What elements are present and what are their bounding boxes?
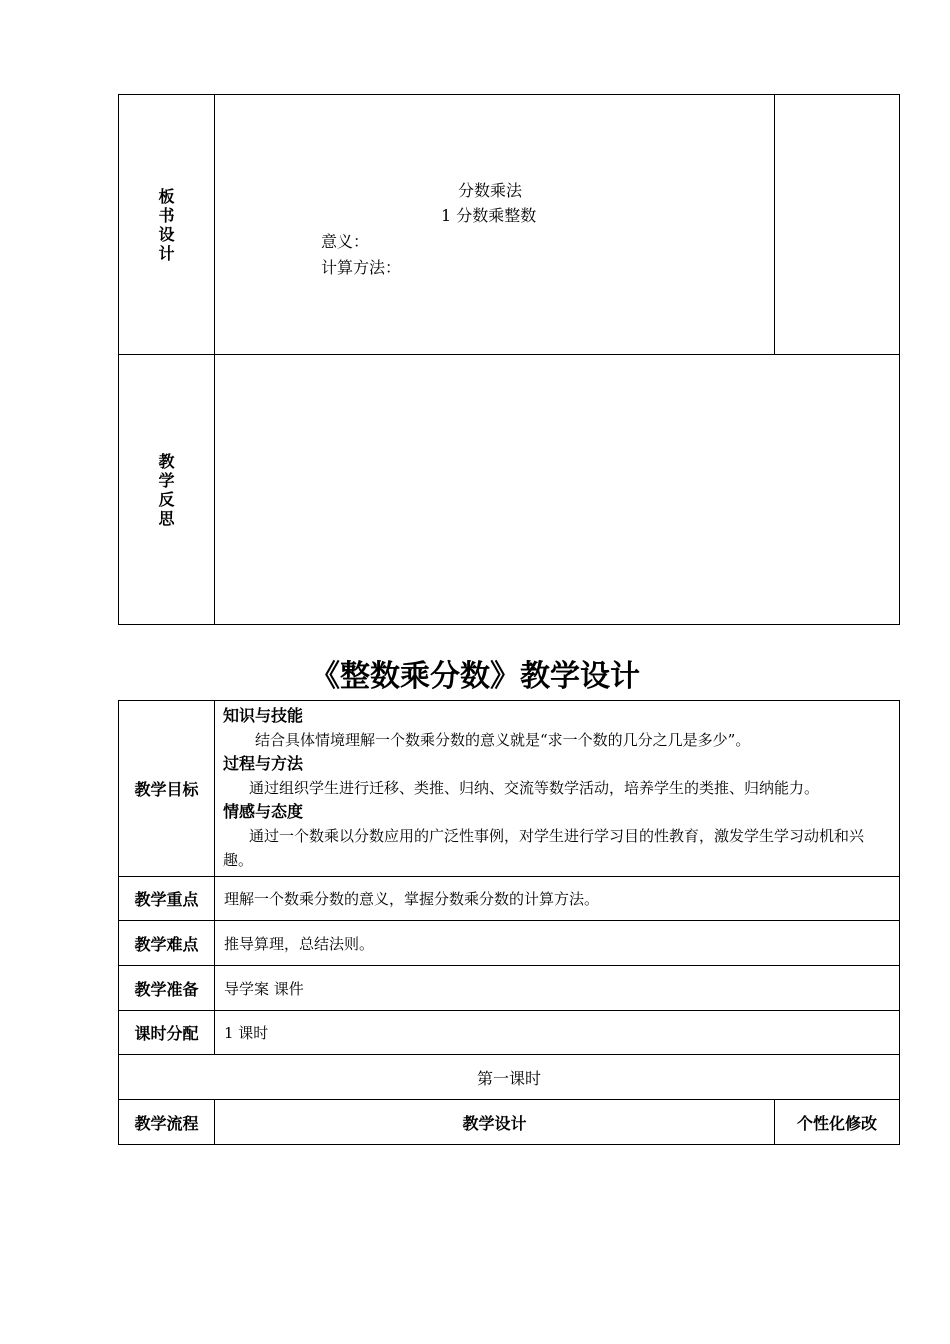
objectives-content	[215, 701, 900, 877]
difficulty-value: 推导算理，总结法则。	[215, 921, 900, 966]
doc-title: 《整数乘分数》教学设计	[310, 659, 640, 694]
lesson-plan-table	[118, 700, 900, 1145]
process-heading: 过程与方法	[223, 754, 304, 773]
emotion-text: 通过一个数乘以分数应用的广泛性事例，对学生进行学习目的性教育，激发学生学习动机和兴趣。	[223, 827, 865, 869]
objectives-label: 教学目标	[119, 701, 215, 877]
reflection-label: 教 学 反 思	[119, 355, 215, 625]
board-meaning: 意义：	[321, 232, 370, 251]
process-header: 教学流程	[119, 1100, 215, 1145]
knowledge-heading: 知识与技能	[223, 706, 304, 725]
difficulty-label: 教学难点	[119, 921, 215, 966]
board-title: 分数乘法	[458, 181, 523, 200]
time-allocation-label: 课时分配	[119, 1011, 215, 1055]
design-header: 教学设计	[215, 1100, 775, 1145]
board-design-content	[215, 95, 775, 355]
personal-edit-header: 个性化修改	[775, 1100, 900, 1145]
preparation-label: 教学准备	[119, 966, 215, 1011]
board-reflection-table	[118, 94, 900, 625]
board-side-cell	[775, 95, 900, 355]
knowledge-text: 结合具体情境理解一个数乘分数的意义就是“求一个数的几分之几是多少”。	[255, 731, 751, 749]
reflection-content	[215, 355, 900, 625]
process-text: 通过组织学生进行迁移、类推、归纳、交流等数学活动，培养学生的类推、归纳能力。	[249, 779, 820, 797]
time-allocation-value: 1 课时	[215, 1011, 900, 1055]
emotion-heading: 情感与态度	[223, 802, 304, 821]
key-point-label: 教学重点	[119, 877, 215, 921]
board-method: 计算方法：	[321, 258, 402, 277]
board-subtitle: 1 分数乘整数	[441, 206, 537, 225]
first-lesson-heading: 第一课时	[119, 1055, 900, 1100]
key-point-value: 理解一个数乘分数的意义，掌握分数乘分数的计算方法。	[215, 877, 900, 921]
board-design-label: 板 书 设 计	[119, 95, 215, 355]
preparation-value: 导学案 课件	[215, 966, 900, 1011]
